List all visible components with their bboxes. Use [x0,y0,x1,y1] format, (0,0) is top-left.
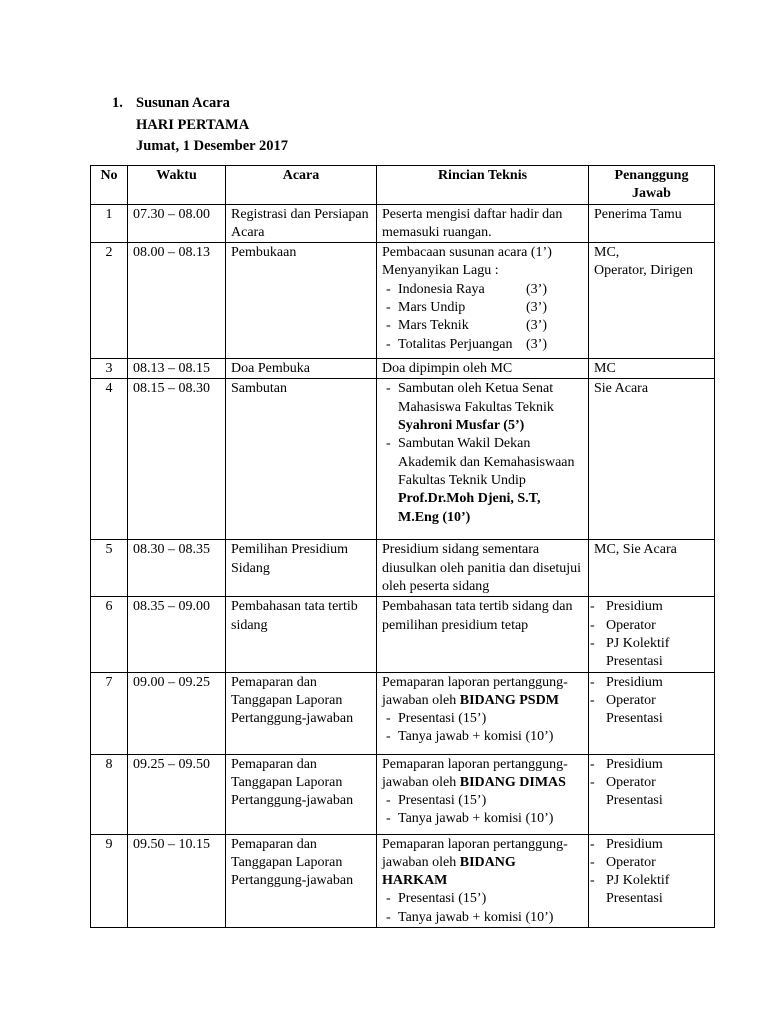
list-item: Presentasi [606,891,663,907]
row-pj: MC, Sie Acara [589,540,715,597]
row-waktu: 08.30 – 08.35 [128,540,226,597]
list-item: - Totalitas Perjuangan (3’) [386,336,583,354]
rincian-line: Pembacaan susunan acara (1’) [382,245,552,261]
table-row [91,540,715,597]
table-row [91,204,715,243]
header-rincian: Rincian Teknis [377,166,589,205]
row-pj: MC [589,359,715,379]
list-item: - Sambutan oleh Ketua Senat Mahasiswa Fakultas Teknik Syahroni Musfar (5’) [386,380,583,435]
section-number: 1. [112,95,123,111]
row-rincian: Presidium sidang sementara diusulkan oleh panitia dan disetujui oleh peserta sidang [377,540,589,597]
list-item: - Operator [594,692,709,710]
list-item: - Presentasi (15’) [386,710,583,728]
table-row [91,359,715,379]
table-row [91,597,715,672]
list-item: Presentasi [606,793,663,809]
table-row [91,672,715,754]
header-pj: Penanggung Jawab [589,166,715,205]
list-item: - Tanya jawab + komisi (10’) [386,728,583,746]
row-waktu: 09.50 – 10.15 [128,834,226,927]
list-item: - Presidium [594,756,709,774]
row-acara: Pemaparan dan Tanggapan Laporan Pertanggung-jawaban [226,754,377,834]
header-waktu: Waktu [128,166,226,205]
row-rincian: Peserta mengisi daftar hadir dan memasuki ruangan. [377,204,589,243]
list-item: Presentasi [606,711,663,727]
row-acara: Registrasi dan Persiapan Acara [226,204,377,243]
row-waktu: 09.25 – 09.50 [128,754,226,834]
header-no: No [91,166,128,205]
date-line: Jumat, 1 Desember 2017 [136,138,288,155]
table-row [91,379,715,540]
list-item: - Operator [594,774,709,792]
row-rincian: Pemaparan laporan pertanggung-jawaban oleh BIDANG DIMAS - Presentasi (15’) - Tanya jawab + komisi (10’) [377,754,589,834]
list-item: - PJ Kolektif [594,872,709,890]
row-no: 9 [91,834,128,927]
row-no: 5 [91,540,128,597]
list-item: - Operator [594,854,709,872]
list-item: - Mars Undip (3’) [386,299,583,317]
row-waktu: 08.13 – 08.15 [128,359,226,379]
row-pj [589,834,715,927]
list-item: - Sambutan Wakil Dekan Akademik dan Kemahasiswaan Fakultas Teknik Undip Prof.Dr.Moh Djeni, S.T, M.Eng (10’) [386,435,583,526]
row-acara: Pembahasan tata tertib sidang [226,597,377,672]
row-rincian: Doa dipimpin oleh MC [377,359,589,379]
list-item: - Presentasi (15’) [386,792,583,810]
row-acara: Sambutan [226,379,377,540]
row-waktu: 08.00 – 08.13 [128,243,226,359]
row-rincian: Pembahasan tata tertib sidang dan pemilihan presidium tetap [377,597,589,672]
row-pj [589,597,715,672]
row-no: 2 [91,243,128,359]
song-list [382,281,583,354]
list-item: - Presentasi (15’) [386,890,583,908]
row-no: 7 [91,672,128,754]
row-no: 1 [91,204,128,243]
row-pj [589,754,715,834]
table-row [91,243,715,359]
list-item: - Presidium [594,674,709,692]
schedule-table [90,165,715,928]
table-row [91,834,715,927]
row-acara: Pemaparan dan Tanggapan Laporan Pertanggung-jawaban [226,834,377,927]
row-waktu: 08.35 – 09.00 [128,597,226,672]
section-title: Susunan Acara [136,95,230,111]
table-row [91,754,715,834]
row-no: 6 [91,597,128,672]
row-waktu: 09.00 – 09.25 [128,672,226,754]
row-rincian: Pemaparan laporan pertanggung-jawaban oleh BIDANG HARKAM - Presentasi (15’) - Tanya jawab + komisi (10’) [377,834,589,927]
row-pj [589,672,715,754]
table-header-row [91,166,715,205]
list-item: Presentasi [606,654,663,670]
list-item: - Mars Teknik (3’) [386,317,583,335]
row-no: 4 [91,379,128,540]
row-acara: Pemilihan Presidium Sidang [226,540,377,597]
row-pj: Penerima Tamu [589,204,715,243]
rincian-line: Menyanyikan Lagu : [382,263,499,279]
row-pj: MC, Operator, Dirigen [589,243,715,359]
row-no: 3 [91,359,128,379]
list-item: - Tanya jawab + komisi (10’) [386,810,583,828]
row-waktu: 08.15 – 08.30 [128,379,226,540]
row-rincian [377,379,589,540]
row-waktu: 07.30 – 08.00 [128,204,226,243]
speech-list [382,380,583,526]
list-item: - PJ Kolektif [594,635,709,653]
row-rincian [377,243,589,359]
row-pj: Sie Acara [589,379,715,540]
row-acara: Pemaparan dan Tanggapan Laporan Pertanggung-jawaban [226,672,377,754]
row-acara: Doa Pembuka [226,359,377,379]
header-acara: Acara [226,166,377,205]
list-item: - Indonesia Raya (3’) [386,281,583,299]
row-rincian: Pemaparan laporan pertanggung-jawaban oleh BIDANG PSDM - Presentasi (15’) - Tanya jawab + komisi (10’) [377,672,589,754]
list-item: - Operator [594,617,709,635]
list-item: - Presidium [594,836,709,854]
row-no: 8 [91,754,128,834]
day-title: HARI PERTAMA [136,116,250,133]
list-item: - Presidium [594,598,709,616]
row-acara: Pembukaan [226,243,377,359]
list-item: - Tanya jawab + komisi (10’) [386,909,583,927]
